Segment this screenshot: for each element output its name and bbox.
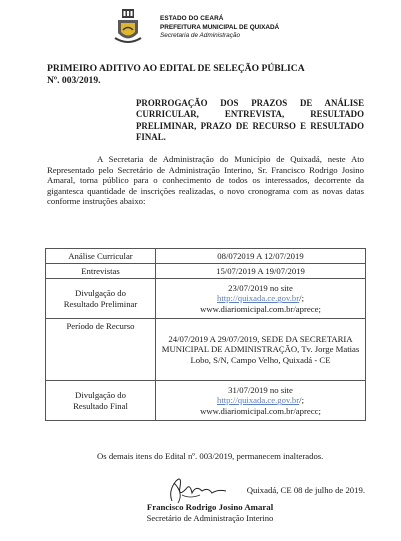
quixada-link[interactable]: http://quixada.ce.gov.br (216, 395, 300, 406)
document-subject: PRORROGAÇÃO DOS PRAZOS DE ANÁLISE CURRICULAR, ENTREVISTA, RESULTADO PRELIMINAR, PRAZO DE RECURSO E RESULTADO FINAL. (136, 98, 364, 142)
document-title (47, 63, 347, 87)
stage-cell: Entrevistas (46, 264, 156, 279)
body-paragraph: A Secretaria de Administração do Município de Quixadá, neste Ato Representado pelo Secretário de Administração Interino, Sr. Francisco Rodrigo Josino Amaral, torna público para o conhecimento de todos os interessados, decorrente da gigantesca quantidade de inscrições realizadas, o novo cronograma com as novas datas conforme instruções abaixo: (47, 154, 364, 207)
diario-link[interactable]: www.diariomicipal.com.br/aprecc; (200, 405, 321, 416)
stage-cell: Período de Recurso (46, 319, 156, 381)
state-name: ESTADO DO CEARÁ (160, 15, 224, 22)
table-row (46, 319, 366, 381)
closing-paragraph: Os demais itens do Edital nº. 003/2019, permanecem inalterados. (97, 451, 324, 461)
site-links (157, 395, 364, 406)
date-cell: 08/072019 A 12/07/2019 (156, 249, 366, 264)
date-cell (156, 279, 366, 319)
date-text: 31/07/2019 no site (228, 384, 293, 395)
table-row (46, 279, 366, 319)
table-row (46, 381, 366, 421)
link-separator: /; (299, 395, 304, 406)
signatory-name: Francisco Rodrigo Josino Amaral (146, 502, 274, 512)
table-row (46, 264, 366, 279)
title-line-2: Nº. 003/2019. (47, 75, 101, 86)
letterhead-text (160, 15, 279, 41)
table-row (46, 249, 366, 264)
title-line-1: PRIMEIRO ADITIVO AO EDITAL DE SELEÇÃO PÚBLICA (47, 63, 305, 74)
municipal-coat-of-arms-icon (113, 8, 143, 48)
stage-cell (46, 279, 156, 319)
secretariat-name: Secretaria de Administração (160, 32, 241, 40)
prefecture-name: PREFEITURA MUNICIPAL DE QUIXADÁ (160, 23, 280, 31)
stage-line-1: Divulgação do (75, 390, 126, 400)
date-cell (156, 381, 366, 421)
stage-line-2: Resultado Preliminar (63, 298, 138, 309)
date-text: 23/07/2019 no site (228, 282, 293, 293)
schedule-table (45, 248, 366, 421)
diario-link[interactable]: www.diariomicipal.com.br/aprece; (200, 303, 321, 314)
stage-line-1: Divulgação do (75, 288, 126, 298)
date-cell: 24/07/2019 A 29/07/2019, SEDE DA SECRETARIA MUNICIPAL DE ADMINISTRAÇÃO, Tv. Jorge Matias Lobo, S/N, Campo Velho, Quixadá - CE (156, 319, 366, 381)
stage-cell (46, 381, 156, 421)
date-cell: 15/07/2019 A 19/07/2019 (156, 264, 366, 279)
link-separator: /; (299, 293, 304, 304)
signatory-role: Secretário de Administração Interino (146, 513, 274, 523)
stage-cell: Análise Curricular (46, 249, 156, 264)
letterhead (113, 8, 313, 50)
stage-line-2: Resultado Final (73, 400, 128, 411)
site-links (157, 293, 364, 304)
quixada-link[interactable]: http://quixada.ce.gov.br (216, 293, 300, 304)
date-line: Quixadá, CE 08 de julho de 2019. (246, 485, 365, 495)
